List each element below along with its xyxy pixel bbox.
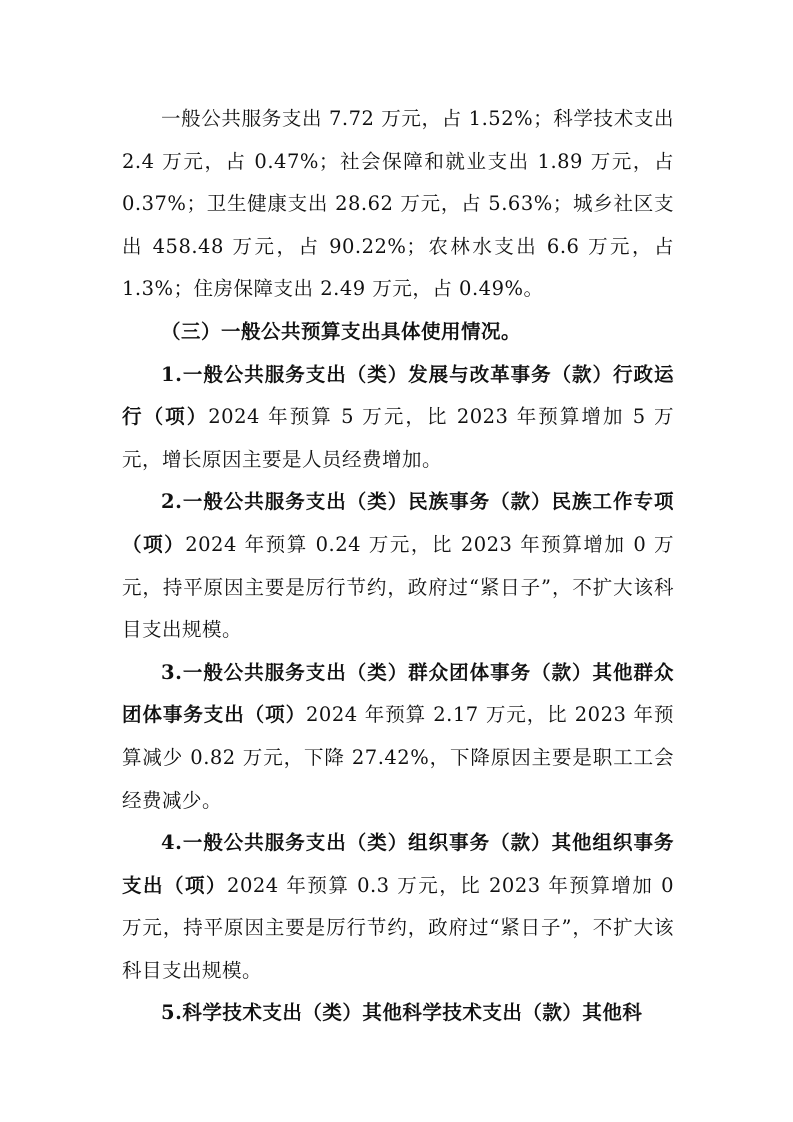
item-body: 2024 年预算 0.24 万元，比 2023 年预算增加 0 万元，持平原因主要是厉行节约，政府过“紧日子”，不扩大该科目支出规模。 [122, 532, 674, 642]
section-heading: （三）一般公共预算支出具体使用情况。 [161, 319, 522, 343]
item-paragraph [122, 354, 674, 482]
item-paragraph [122, 652, 674, 822]
item-title: 3.一般公共服务支出（类）群众团体事务（款）其他群众团体事务支出（项） [122, 660, 674, 727]
item-title: 5.科学技术支出（类）其他科学技术支出（款）其他科 [161, 1001, 643, 1025]
item-body: 2024 年预算 5 万元，比 2023 年预算增加 5 万元，增长原因主要是人员经费增加。 [122, 405, 674, 471]
item-body: 2024 年预算 2.17 万元，比 2023 年预算减少 0.82 万元，下降 27.42%，下降原因主要是职工工会经费减少。 [122, 703, 674, 812]
item-title: 1.一般公共服务支出（类）发展与改革事务（款）行政运行（项） [122, 362, 674, 429]
item-paragraph [122, 822, 674, 992]
item-body: 2024 年预算 0.3 万元，比 2023 年预算增加 0 万元，持平原因主要是厉行节约，政府过“紧日子”，不扩大该科目支出规模。 [122, 873, 674, 982]
item-paragraph [122, 992, 674, 1035]
item-title: 4.一般公共服务支出（类）组织事务（款）其他组织事务支出（项） [122, 831, 674, 897]
document-body [122, 98, 674, 1035]
intro-text: 一般公共服务支出 7.72 万元，占 1.52%；科学技术支出 2.4 万元，占 0.47%；社会保障和就业支出 1.89 万元，占 0.37%；卫生健康支出 28.62 万元，占 5.63%；城乡社区支出 458.48 万元，占 90.22%；农林水支出 6.6 万元，占 1.3%；住房保障支出 2.49 万元，占 0.49%。 [122, 107, 674, 301]
item-paragraph [122, 481, 674, 651]
intro-paragraph [122, 98, 674, 311]
item-title: 2.一般公共服务支出（类）民族事务（款）民族工作专项（项） [122, 490, 674, 556]
